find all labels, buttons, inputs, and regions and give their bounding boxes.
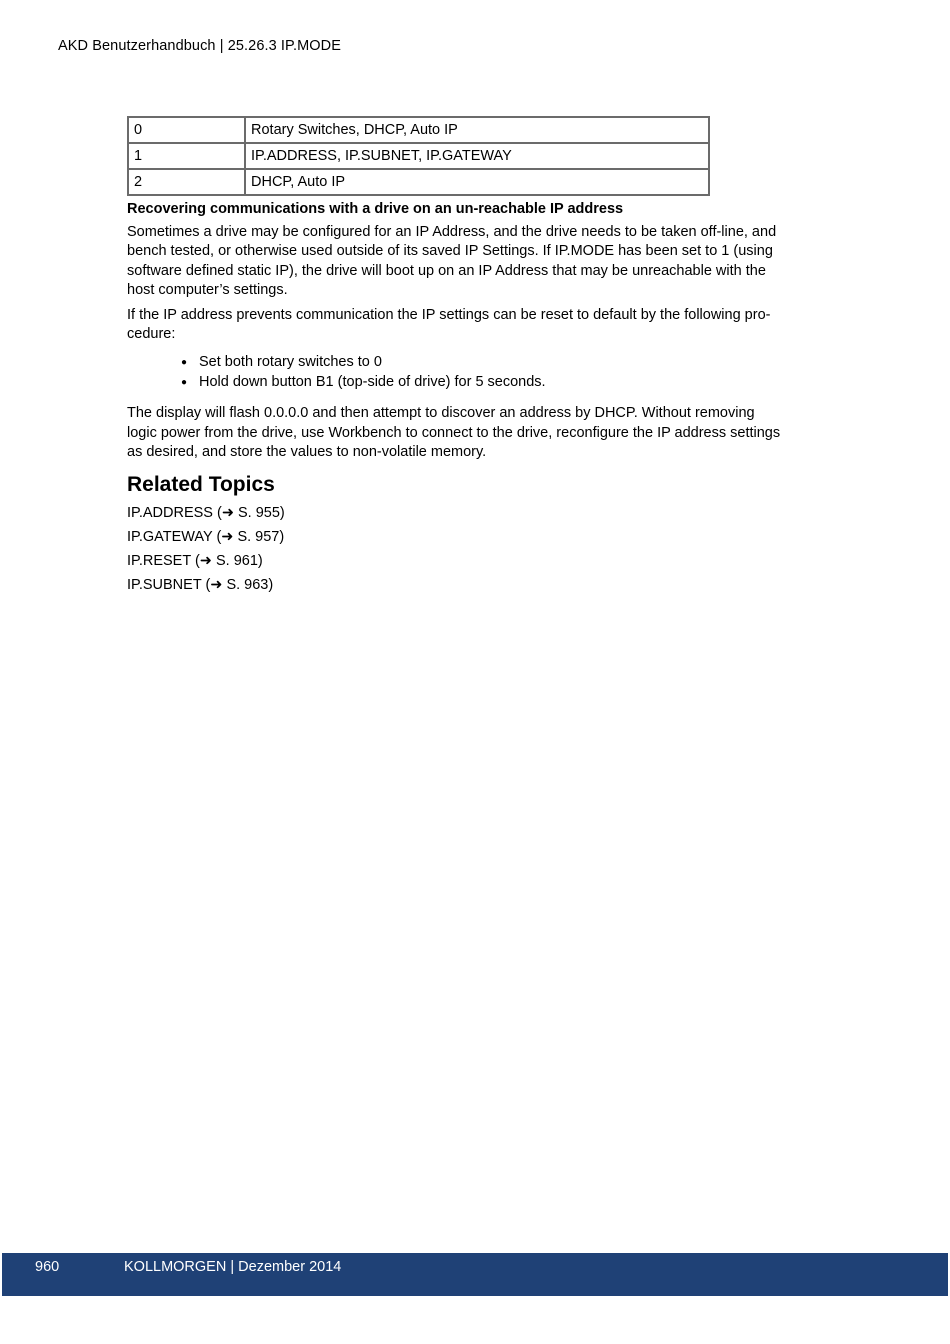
bullet-icon: ● xyxy=(181,357,188,369)
page-footer xyxy=(2,1253,948,1296)
procedure-list xyxy=(127,353,827,392)
text-line: software defined static IP), the drive will boot up on an IP Address that may be unreachable with the xyxy=(127,262,766,279)
running-header: AKD Benutzerhandbuch | 25.26.3 IP.MODE xyxy=(58,38,341,54)
table-cell-value: 0 xyxy=(128,117,245,143)
text-line: as desired, and store the values to non-volatile memory. xyxy=(127,444,487,461)
recovering-paragraph-2 xyxy=(127,306,827,345)
table-row xyxy=(128,143,709,169)
related-topic-link-ip-address[interactable]: IP.ADDRESS (➜ S. 955) xyxy=(127,504,285,521)
recovering-paragraph-1 xyxy=(127,223,827,301)
text-line: If the IP address prevents communication the IP settings can be reset to default by the following pro- xyxy=(127,306,771,323)
text-line: Sometimes a drive may be configured for an IP Address, and the drive needs to be taken off-line, and xyxy=(127,224,777,240)
ip-mode-table xyxy=(127,116,710,196)
text-line: The display will flash 0.0.0.0 and then attempt to discover an address by DHCP. Without removing xyxy=(127,405,755,422)
recovering-paragraph-3 xyxy=(127,404,827,462)
list-item-text: Set both rotary switches to 0 xyxy=(199,354,382,371)
list-item-text: Hold down button B1 (top-side of drive) for 5 seconds. xyxy=(199,373,546,390)
table-cell-value: 2 xyxy=(128,169,245,195)
table-cell-description: IP.ADDRESS, IP.SUBNET, IP.GATEWAY xyxy=(245,143,709,169)
text-line: host computer’s settings. xyxy=(127,282,288,299)
footer-text: KOLLMORGEN | Dezember 2014 xyxy=(124,1259,342,1275)
related-topic-link-ip-subnet[interactable]: IP.SUBNET (➜ S. 963) xyxy=(127,576,274,593)
table-cell-value: 1 xyxy=(128,143,245,169)
text-line: cedure: xyxy=(127,326,176,343)
bullet-icon: ● xyxy=(181,376,188,388)
main-content xyxy=(127,116,827,597)
related-topic-link-ip-reset[interactable]: IP.RESET (➜ S. 961) xyxy=(127,552,263,569)
text-line: logic power from the drive, use Workbench to connect to the drive, reconfigure the IP address settings xyxy=(127,424,781,441)
table-row xyxy=(128,117,709,143)
related-topic-link-ip-gateway[interactable]: IP.GATEWAY (➜ S. 957) xyxy=(127,528,285,545)
text-line: bench tested, or otherwise used outside of its saved IP Settings. If IP.MODE has been set to 1 (using xyxy=(127,243,773,260)
table-cell-description: DHCP, Auto IP xyxy=(245,169,709,195)
page-number: 960 xyxy=(35,1259,60,1275)
related-topics-heading: Related Topics xyxy=(127,472,275,496)
recovering-heading: Recovering communications with a drive on an un-reachable IP address xyxy=(127,201,624,217)
table-cell-description: Rotary Switches, DHCP, Auto IP xyxy=(245,117,709,143)
list-item xyxy=(181,353,827,373)
table-row xyxy=(128,169,709,195)
list-item xyxy=(181,373,827,393)
